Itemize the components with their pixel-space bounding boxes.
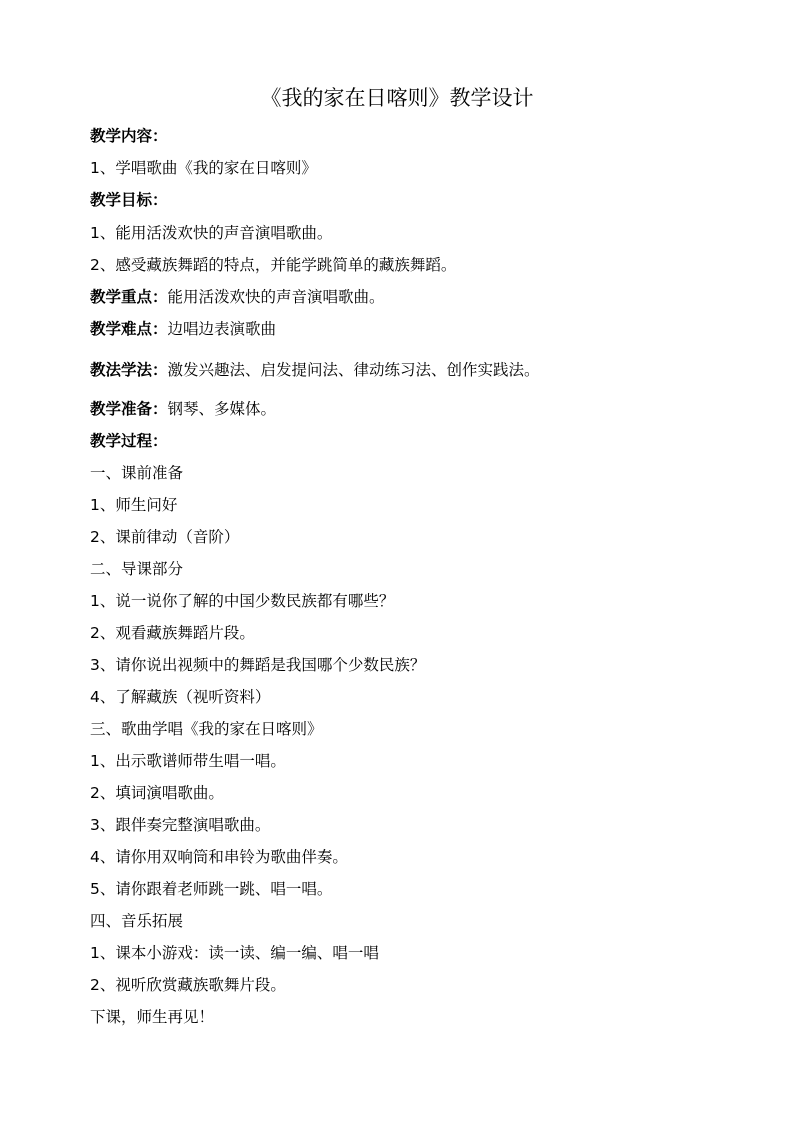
process-item: 1、课本小游戏：读一读、编一编、唱一唱 xyxy=(90,944,379,962)
goal-item-1: 1、能用活泼欢快的声音演唱歌曲。 xyxy=(90,224,333,242)
difficult-point-line: 教学难点：边唱边表演歌曲 xyxy=(90,320,277,338)
methods-line: 教法学法：激发兴趣法、启发提问法、律动练习法、创作实践法。 xyxy=(90,361,540,379)
process-item: 2、观看藏族舞蹈片段。 xyxy=(90,624,255,642)
content-item-1: 1、学唱歌曲《我的家在日喀则》 xyxy=(90,159,317,177)
goal-item-2: 2、感受藏族舞蹈的特点，并能学跳简单的藏族舞蹈。 xyxy=(90,256,457,274)
process-item: 1、出示歌谱师带生唱一唱。 xyxy=(90,752,286,770)
document-title: 《我的家在日喀则》教学设计 xyxy=(260,86,534,110)
closing-line: 下课，师生再见！ xyxy=(90,1008,215,1026)
section-heading-content: 教学内容： xyxy=(90,127,168,145)
process-item: 4、了解藏族（视听资料） xyxy=(90,688,271,706)
process-item: 1、说一说你了解的中国少数民族都有哪些？ xyxy=(90,592,395,610)
process-item: 5、请你跟着老师跳一跳、唱一唱。 xyxy=(90,880,333,898)
process-item: 2、填词演唱歌曲。 xyxy=(90,784,224,802)
process-item: 2、视听欣赏藏族歌舞片段。 xyxy=(90,976,286,994)
process-item: 3、请你说出视频中的舞蹈是我国哪个少数民族？ xyxy=(90,656,426,674)
key-point-line: 教学重点：能用活泼欢快的声音演唱歌曲。 xyxy=(90,288,385,306)
process-item: 1、师生问好 xyxy=(90,496,178,514)
section-heading-goals: 教学目标： xyxy=(90,191,168,209)
preparation-line: 教学准备：钢琴、多媒体。 xyxy=(90,400,277,418)
section-heading-process: 教学过程： xyxy=(90,432,168,450)
process-item: 4、请你用双响筒和串铃为歌曲伴奏。 xyxy=(90,848,348,866)
process-part-2: 二、导课部分 xyxy=(90,560,184,578)
process-item: 3、跟伴奏完整演唱歌曲。 xyxy=(90,816,271,834)
process-part-1: 一、课前准备 xyxy=(90,464,184,482)
process-part-3: 三、歌曲学唱《我的家在日喀则》 xyxy=(90,720,323,738)
process-item: 2、课前律动（音阶） xyxy=(90,528,240,546)
process-part-4: 四、音乐拓展 xyxy=(90,912,184,930)
